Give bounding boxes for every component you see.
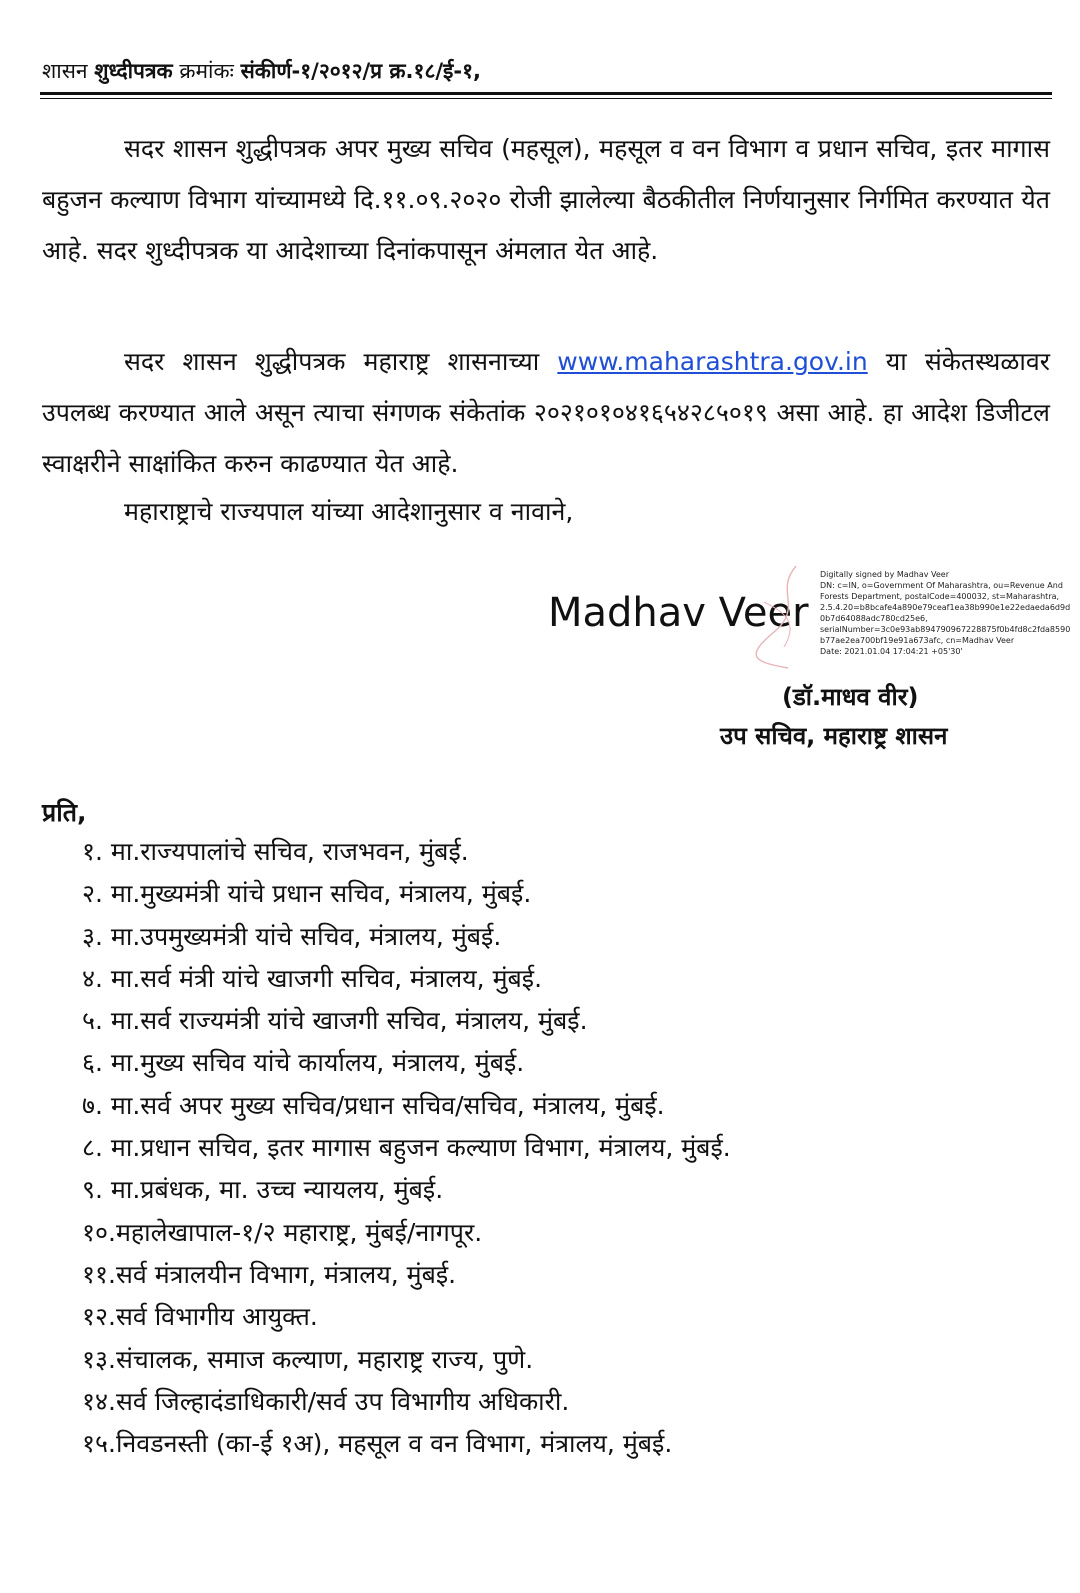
digital-signature-details xyxy=(820,569,1080,657)
recipient-item: ३. मा.उपमुख्यमंत्री यांचे सचिव, मंत्रालय, मुंबई. xyxy=(82,921,502,951)
recipient-item: २. मा.मुख्यमंत्री यांचे प्रधान सचिव, मंत्रालय, मुंबई. xyxy=(82,879,532,909)
signatory-name: (डॉ.माधव वीर) xyxy=(782,683,919,711)
recipient-item: १३.संचालक, समाज कल्याण, महाराष्ट्र राज्य, पुणे. xyxy=(82,1344,534,1374)
paragraph-2-before: सदर शासन शुद्धीपत्रक महाराष्ट्र शासनाच्या xyxy=(124,347,540,376)
recipient-item: ९. मा.प्रबंधक, मा. उच्च न्यायलय, मुंबई. xyxy=(82,1175,444,1205)
recipient-item: ८. मा.प्रधान सचिव, इतर मागास बहुजन कल्याण विभाग, मंत्रालय, मुंबई. xyxy=(82,1133,731,1163)
recipients-list xyxy=(82,831,1042,1465)
digital-signature-mark-icon xyxy=(744,562,816,672)
ds-line: Forests Department, postalCode=400032, st=Maharashtra, xyxy=(820,592,1060,601)
ds-line: b77ae2ea700bf19e91a673afc, cn=Madhav Veer xyxy=(820,636,1015,645)
signatory-designation: उप सचिव, महाराष्ट्र शासन xyxy=(720,722,948,750)
document-header xyxy=(42,56,1052,86)
recipient-item: ४. मा.सर्व मंत्री यांचे खाजगी सचिव, मंत्रालय, मुंबई. xyxy=(82,963,543,993)
header-doc-type: शुध्दीपत्रक xyxy=(94,59,173,83)
recipient-item: १०.महालेखापाल-१/२ महाराष्ट्र, मुंबई/नागपूर. xyxy=(82,1217,483,1247)
header-label: शासन xyxy=(42,59,88,83)
ds-line: 0b7d64088adc780cd25e6, xyxy=(820,614,928,623)
ds-line: Digitally signed by Madhav Veer xyxy=(820,570,949,579)
recipient-item: १२.सर्व विभागीय आयुक्त. xyxy=(82,1302,318,1332)
ds-line: Date: 2021.01.04 17:04:21 +05'30' xyxy=(820,647,963,656)
signer-display-name: Madhav Veer xyxy=(548,590,809,636)
paragraph-2-after: या संकेतस्थळावर उपलब्ध करण्यात आले असून त्याचा संगणक संकेतांक २०२१०१०४१६५४२८५०१९ असा आहे. हा आदेश डिजीटल स्वाक्षरीने साक्षांकित करुन काढण्यात येत आहे. xyxy=(42,347,1050,478)
recipient-item: १४.सर्व जिल्हादंडाधिकारी/सर्व उप विभागीय अधिकारी. xyxy=(82,1386,570,1416)
ds-line: 2.5.4.20=b8bcafe4a890e79ceaf1ea38b990e1e22edaeda6d9d xyxy=(820,603,1071,612)
paragraph-2 xyxy=(42,336,1050,489)
header-rule-thin xyxy=(40,98,1052,99)
header-rule-thick xyxy=(40,92,1052,95)
recipient-item: ११.सर्व मंत्रालयीन विभाग, मंत्रालय, मुंबई. xyxy=(82,1259,457,1289)
ds-line: serialNumber=3c0e93ab894790967228875f0b4fd8c2fda8590 xyxy=(820,625,1071,634)
header-number-label: क्रमांकः xyxy=(179,59,234,83)
recipient-item: १. मा.राज्यपालांचे सचिव, राजभवन, मुंबई. xyxy=(82,837,469,866)
header-number: संकीर्ण-१/२०१२/प्र क्र.१८/ई-१, xyxy=(240,59,481,83)
paragraph-3: महाराष्ट्राचे राज्यपाल यांच्या आदेशानुसार व नावाने, xyxy=(124,497,574,526)
paragraph-1: सदर शासन शुद्धीपत्रक अपर मुख्य सचिव (महसूल), महसूल व वन विभाग व प्रधान सचिव, इतर मागास बहुजन कल्याण विभाग यांच्यामध्ये दि.११.०९.२०२० रोजी झालेल्या बैठकीतील निर्णयानुसार निर्गमित करण्यात येत आहे. सदर शुध्दीपत्रक या आदेशाच्या दिनांकपासून अंमलात येत आहे. xyxy=(42,134,1050,265)
recipients-title: प्रति, xyxy=(42,798,87,827)
recipient-item: ७. मा.सर्व अपर मुख्य सचिव/प्रधान सचिव/सचिव, मंत्रालय, मुंबई. xyxy=(82,1090,665,1120)
website-link[interactable]: www.maharashtra.gov.in xyxy=(557,347,868,376)
recipient-item: ६. मा.मुख्य सचिव यांचे कार्यालय, मंत्रालय, मुंबई. xyxy=(82,1048,525,1078)
ds-line: DN: c=IN, o=Government Of Maharashtra, ou=Revenue And xyxy=(820,581,1063,590)
recipient-item: १५.निवडनस्ती (का-ई १अ), महसूल व वन विभाग, मंत्रालय, मुंबई. xyxy=(82,1429,673,1459)
recipient-item: ५. मा.सर्व राज्यमंत्री यांचे खाजगी सचिव, मंत्रालय, मुंबई. xyxy=(82,1006,588,1036)
